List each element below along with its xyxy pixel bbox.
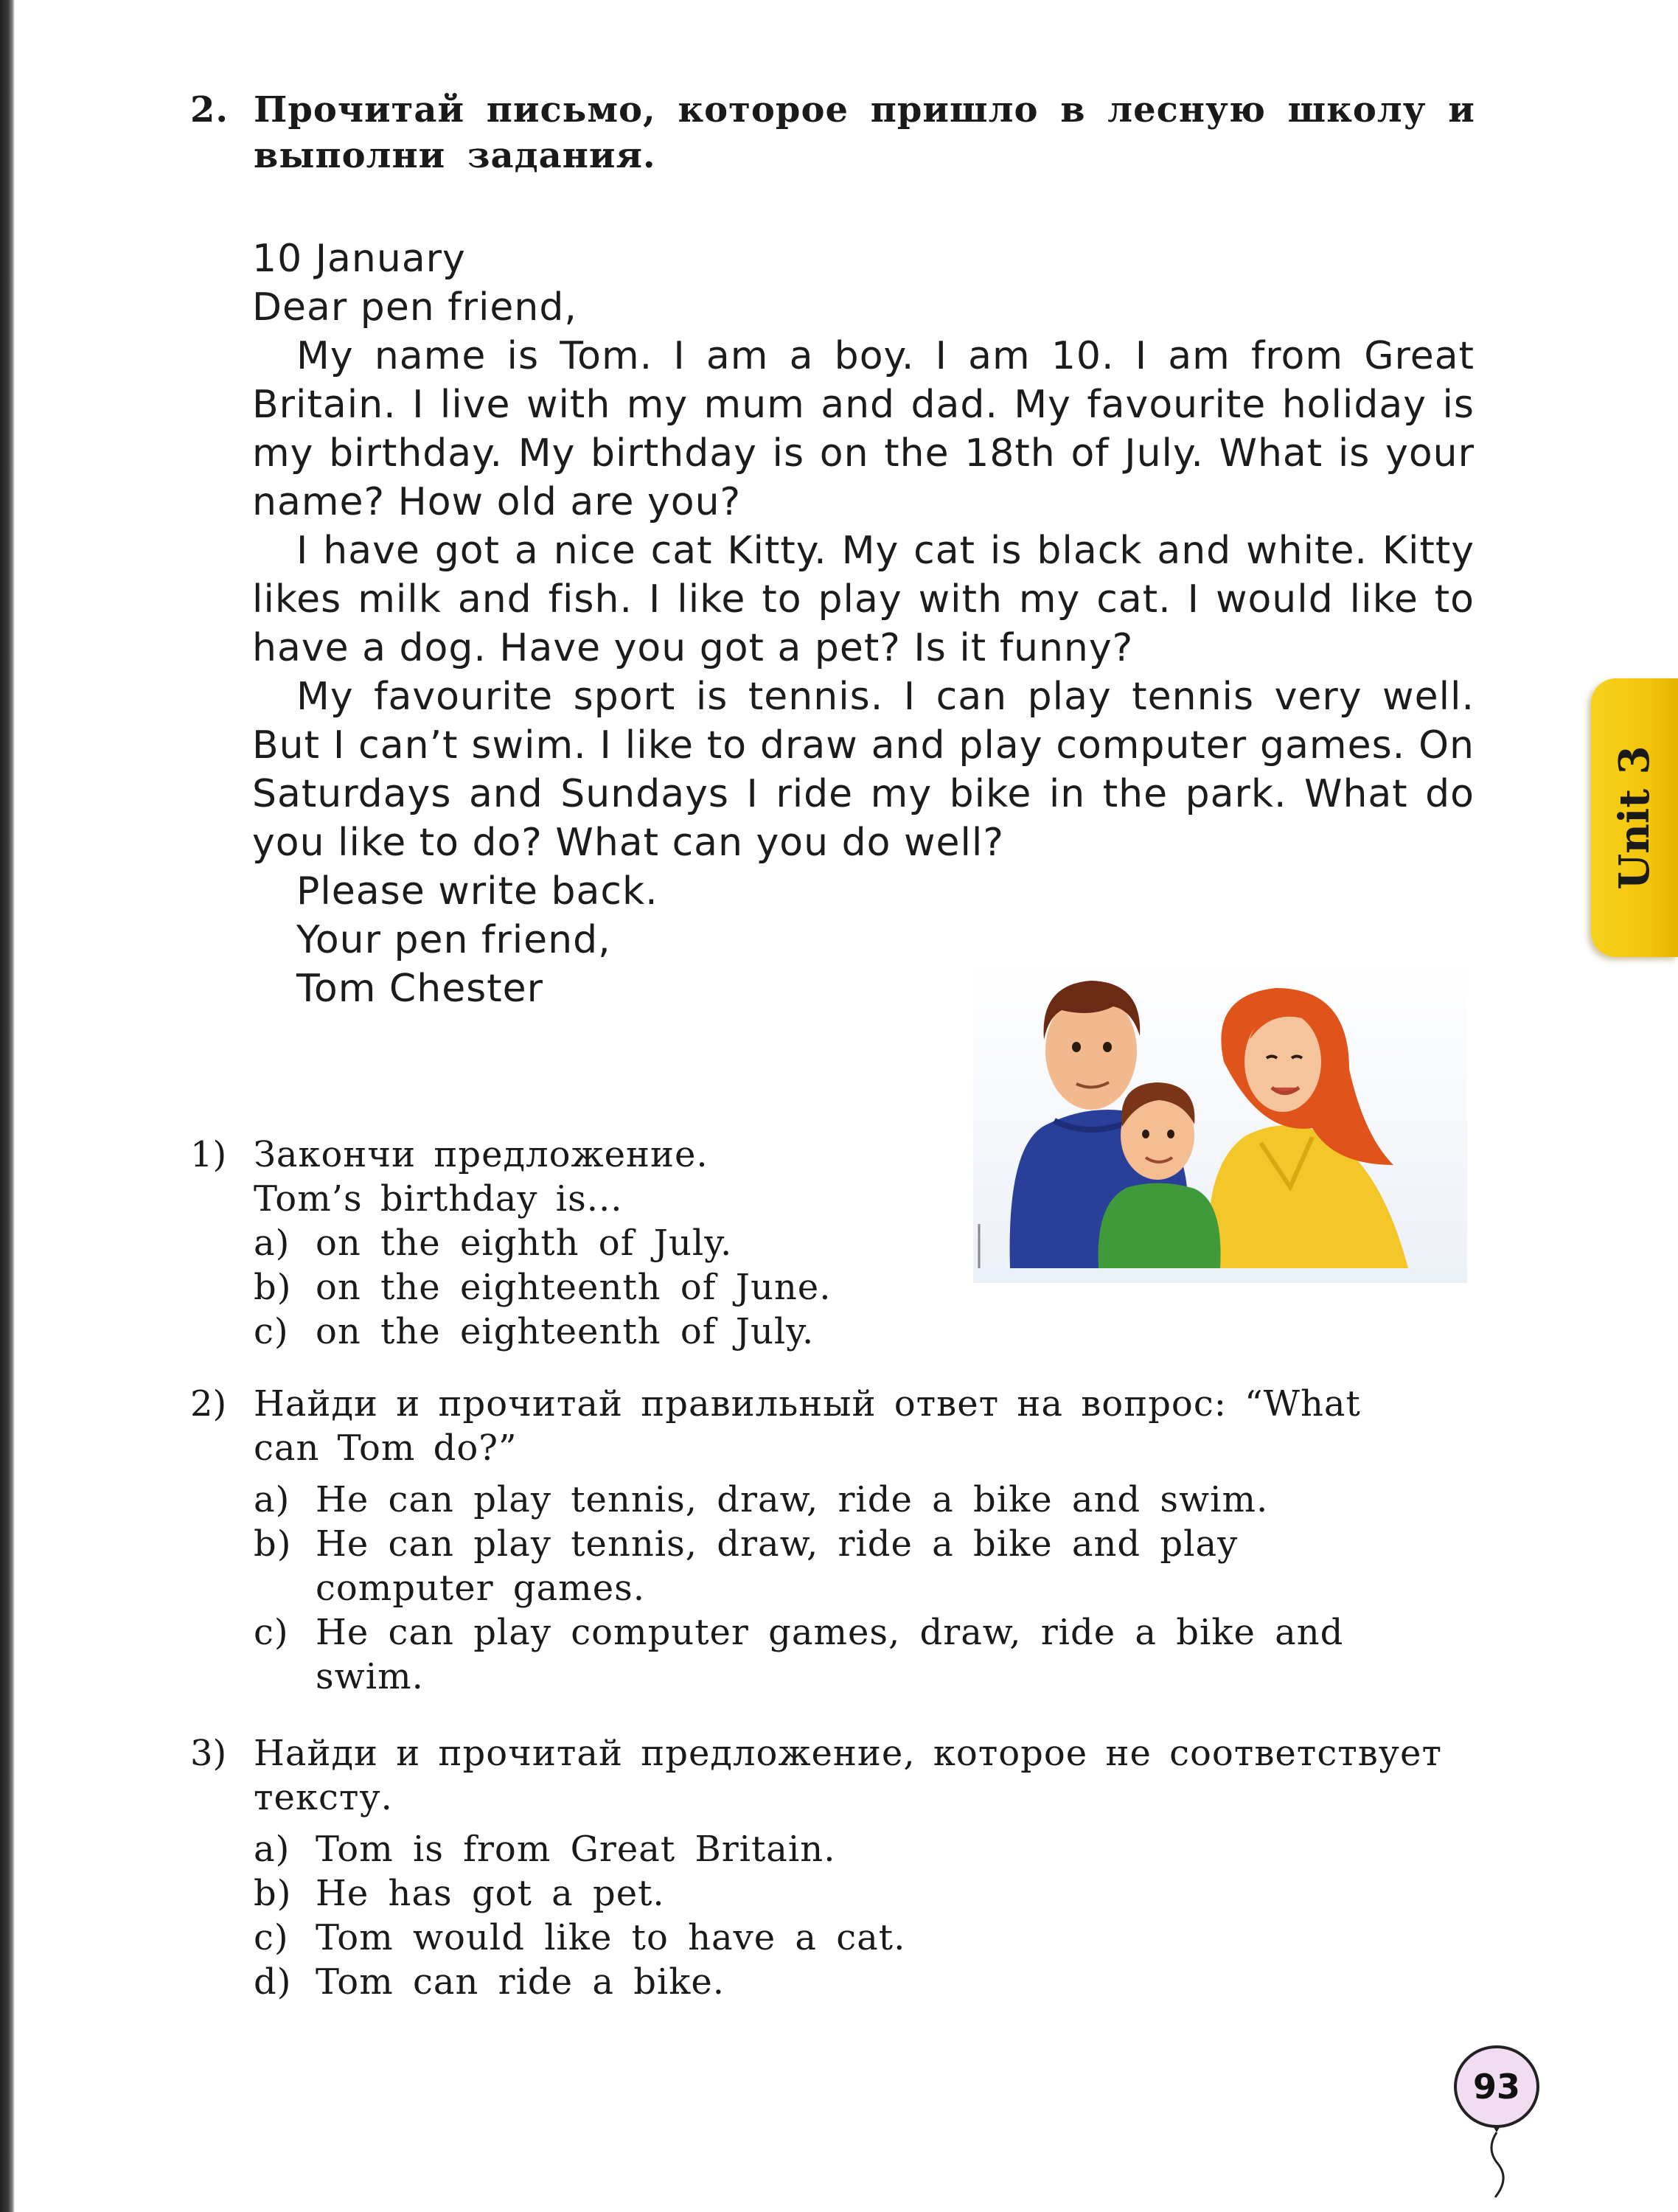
option-text: Tom is from Great Britain.	[316, 1829, 836, 1870]
unit-tab-label: Unit 3	[1610, 745, 1659, 890]
option-text: He has got a pet.	[316, 1873, 665, 1914]
option-label: c)	[254, 1917, 289, 1958]
option-label: a)	[254, 1479, 290, 1520]
page-number-balloon	[1445, 2042, 1548, 2212]
question-number: 1)	[190, 1134, 227, 1175]
option-label: b)	[254, 1523, 292, 1565]
option-text: on the eighteenth of June.	[316, 1267, 832, 1308]
option-label: a)	[254, 1829, 290, 1870]
answer-option	[254, 1916, 1517, 1960]
option-text: He can play tennis, draw, ride a bike and play computer games.	[316, 1523, 1239, 1609]
unit-tab	[1591, 678, 1678, 957]
question-2	[190, 1382, 1517, 1699]
option-text: Tom would like to have a cat.	[316, 1917, 906, 1958]
option-text: He can play computer games, draw, ride a bike and swim.	[316, 1612, 1344, 1697]
question-prompt: Найди и прочитай правильный ответ на вопрос: “What can Tom do?”	[254, 1383, 1361, 1469]
letter-greeting: Dear pen friend,	[252, 285, 577, 330]
option-text: on the eighth of July.	[316, 1222, 733, 1264]
option-label: a)	[254, 1222, 290, 1264]
page-number: 93	[1472, 2067, 1521, 2107]
answer-option	[254, 1310, 1517, 1354]
task-number: 2.	[190, 89, 229, 131]
question-number: 2)	[190, 1383, 227, 1425]
questions	[190, 1133, 1517, 2004]
answer-option	[254, 1478, 1517, 1522]
letter-paragraph-1: My name is Tom. I am a boy. I am 10. I am from Great Britain. I live with my mum and dad. My favourite holiday is my birthday. My birthday is on the 18th of July. What is your name? How old are you?	[252, 334, 1475, 524]
letter-closing-salutation: Your pen friend,	[296, 918, 611, 962]
book-binding-shadow	[0, 0, 15, 2212]
letter	[252, 234, 1475, 1013]
answer-option	[254, 1522, 1362, 1610]
answer-option	[254, 1871, 1517, 1916]
question-prompt: Найди и прочитай предложение, которое не соответствует тексту.	[254, 1733, 1443, 1818]
option-text: He can play tennis, draw, ride a bike and swim.	[316, 1479, 1269, 1520]
question-prompt: Закончи предложение.	[254, 1134, 709, 1175]
question-number: 3)	[190, 1733, 227, 1774]
question-stem: Tom’s birthday is...	[254, 1178, 623, 1220]
task-instruction: Прочитай письмо, которое пришло в лесную школу и выполни задания.	[254, 89, 1475, 176]
letter-closing-request: Please write back.	[296, 869, 658, 914]
answer-option	[254, 1827, 1517, 1871]
answer-option	[254, 1265, 1517, 1310]
question-3	[190, 1731, 1517, 2004]
option-label: d)	[254, 1961, 292, 2003]
letter-signature: Tom Chester	[296, 967, 544, 1011]
option-label: c)	[254, 1612, 289, 1653]
answer-option	[254, 1610, 1421, 1699]
answer-option	[254, 1960, 1517, 2004]
question-1	[190, 1133, 1517, 1354]
option-label: b)	[254, 1873, 292, 1914]
option-text: on the eighteenth of July.	[316, 1311, 815, 1352]
letter-paragraph-3: My favourite sport is tennis. I can play tennis very well. But I can’t swim. I like to draw and play computer games. On Saturdays and Sundays I ride my bike in the park. What do you like to do? What can you do well?	[252, 675, 1475, 865]
letter-paragraph-2: I have got a nice cat Kitty. My cat is black and white. Kitty likes milk and fish. I like to play with my cat. I would like to have a dog. Have you got a pet? Is it funny?	[252, 529, 1475, 670]
option-label: c)	[254, 1311, 289, 1352]
option-label: b)	[254, 1267, 292, 1308]
answer-option	[254, 1221, 1517, 1265]
letter-date: 10 January	[252, 237, 466, 281]
task-header	[190, 87, 1517, 178]
option-text: Tom can ride a bike.	[316, 1961, 725, 2003]
